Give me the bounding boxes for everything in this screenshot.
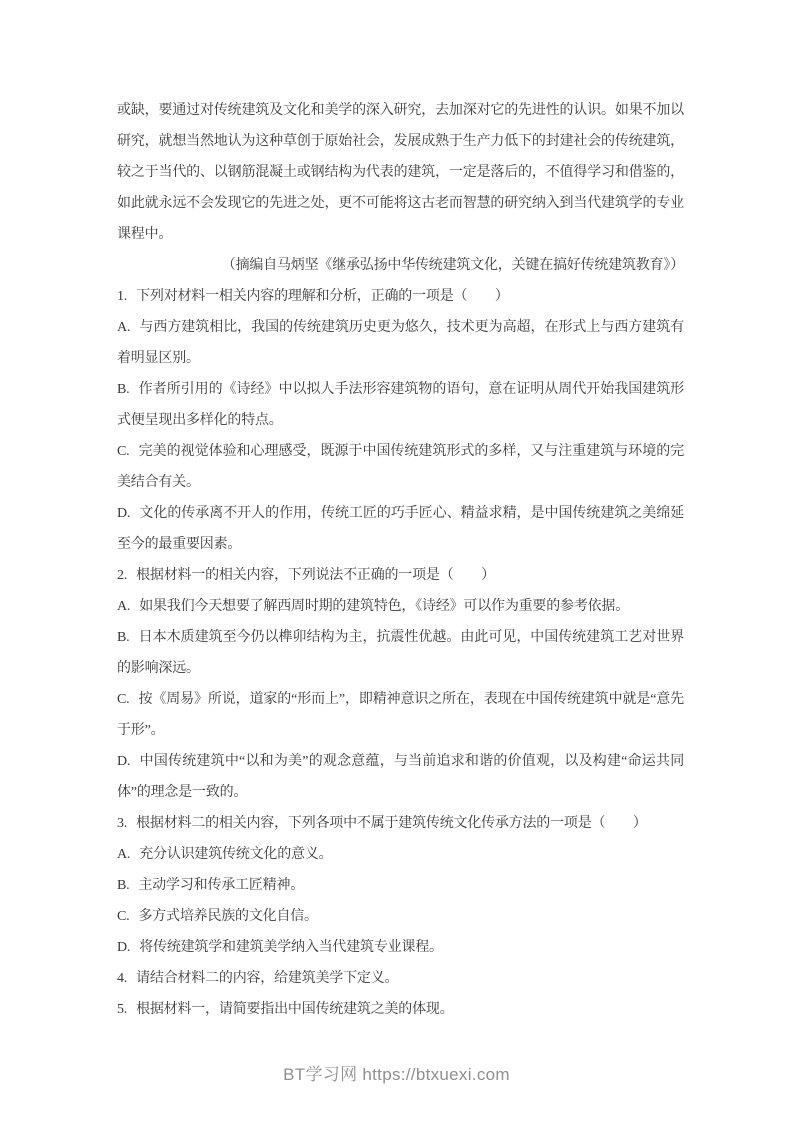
question-3-option-c-label: C. [117, 909, 130, 924]
question-2-option-b-label: B. [117, 630, 130, 645]
question-2-option-d-text: 中国传统建筑中“以和为美”的观念意蕴，与当前追求和谐的价值观，以及构建“命运共同体”的理念是一致的。 [117, 754, 684, 800]
question-1-option-b-text: 作者所引用的《诗经》中以拟人手法形容建筑物的语句，意在证明从周代开始我国建筑形式便呈现出多样化的特点。 [117, 382, 684, 428]
source-attribution: （摘编自马炳坚《继承弘扬中华传统建筑文化，关键在搞好传统建筑教育》） [221, 258, 684, 273]
question-4-number: 4. [117, 971, 128, 986]
question-2-option-a-text: 如果我们今天想要了解西周时期的建筑特色，《诗经》可以作为重要的参考依据。 [139, 599, 630, 614]
question-1-option-c [117, 436, 684, 498]
question-1-number: 1. [117, 289, 128, 304]
question-2-option-b-text: 日本木质建筑至今仍以榫卯结构为主，抗震性优越。由此可见，中国传统建筑工艺对世界的影响深远。 [117, 630, 684, 676]
question-4-text: 请结合材料二的内容，给建筑美学下定义。 [136, 971, 399, 986]
question-5-stem [117, 994, 684, 1025]
question-3-option-a-text: 充分认识建筑传统文化的意义。 [139, 847, 333, 862]
question-2-option-c-text: 按《周易》所说，道家的“形而上”，即精神意识之所在，表现在中国传统建筑中就是“意先于形”。 [117, 692, 684, 738]
question-3-option-a-label: A. [117, 847, 131, 862]
question-3-stem [117, 808, 684, 839]
question-3-option-d [117, 932, 684, 963]
site-watermark: BT学习网 https://btxuexi.com [283, 1065, 510, 1084]
question-3-number: 3. [117, 816, 128, 831]
question-1-option-d [117, 498, 684, 560]
reading-passage-and-questions [117, 95, 684, 1025]
question-1-option-a-label: A. [117, 320, 131, 335]
question-1-option-a [117, 312, 684, 374]
question-2-option-b [117, 622, 684, 684]
question-1-option-c-text: 完美的视觉体验和心理感受，既源于中国传统建筑形式的多样，又与注重建筑与环境的完美结合有关。 [117, 444, 684, 490]
question-4-stem [117, 963, 684, 994]
question-3-option-a [117, 839, 684, 870]
question-3-option-b [117, 870, 684, 901]
question-3-option-c-text: 多方式培养民族的文化自信。 [138, 909, 318, 924]
question-2-option-d-label: D. [117, 754, 131, 769]
question-2-option-a-label: A. [117, 599, 131, 614]
question-2-number: 2. [117, 568, 128, 583]
question-1-option-c-label: C. [117, 444, 130, 459]
question-3-option-b-label: B. [117, 878, 130, 893]
question-3-option-b-text: 主动学习和传承工匠精神。 [138, 878, 305, 893]
question-1-stem [117, 281, 684, 312]
question-3-text: 根据材料二的相关内容，下列各项中不属于建筑传统文化传承方法的一项是（ ） [136, 816, 647, 831]
question-2-option-c-label: C. [117, 692, 130, 707]
question-2-stem [117, 560, 684, 591]
question-2-option-d [117, 746, 684, 808]
question-5-number: 5. [117, 1002, 128, 1017]
question-3-option-d-label: D. [117, 940, 131, 955]
question-1-option-b-label: B. [117, 382, 130, 397]
question-1-option-b [117, 374, 684, 436]
question-1-option-d-label: D. [117, 506, 131, 521]
body-paragraph: 或缺，要通过对传统建筑及文化和美学的深入研究，去加深对它的先进性的认识。如果不加以研究，就想当然地认为这种草创于原始社会，发展成熟于生产力低下的封建社会的传统建筑，较之于当代的、以钢筋混凝土或钢结构为代表的建筑，一定是落后的，不值得学习和借鉴的，如此就永远不会发现它的先进之处，更不可能将这古老而智慧的研究纳入到当代建筑学的专业课程中。 [117, 103, 684, 242]
question-2-text: 根据材料一的相关内容，下列说法不正确的一项是（ ） [136, 568, 495, 583]
question-1-option-d-text: 文化的传承离不开人的作用，传统工匠的巧手匠心、精益求精，是中国传统建筑之美绵延至今的最重要因素。 [117, 506, 684, 552]
question-2-option-c [117, 684, 684, 746]
question-1-text: 下列对材料一相关内容的理解和分析，正确的一项是（ ） [136, 289, 509, 304]
question-2-option-a [117, 591, 684, 622]
question-3-option-d-text: 将传统建筑学和建筑美学纳入当代建筑专业课程。 [139, 940, 443, 955]
question-5-text: 根据材料一，请简要指出中国传统建筑之美的体现。 [136, 1002, 454, 1017]
question-3-option-c [117, 901, 684, 932]
question-1-option-a-text: 与西方建筑相比，我国的传统建筑历史更为悠久，技术更为高超，在形式上与西方建筑有着明显区别。 [117, 320, 684, 366]
